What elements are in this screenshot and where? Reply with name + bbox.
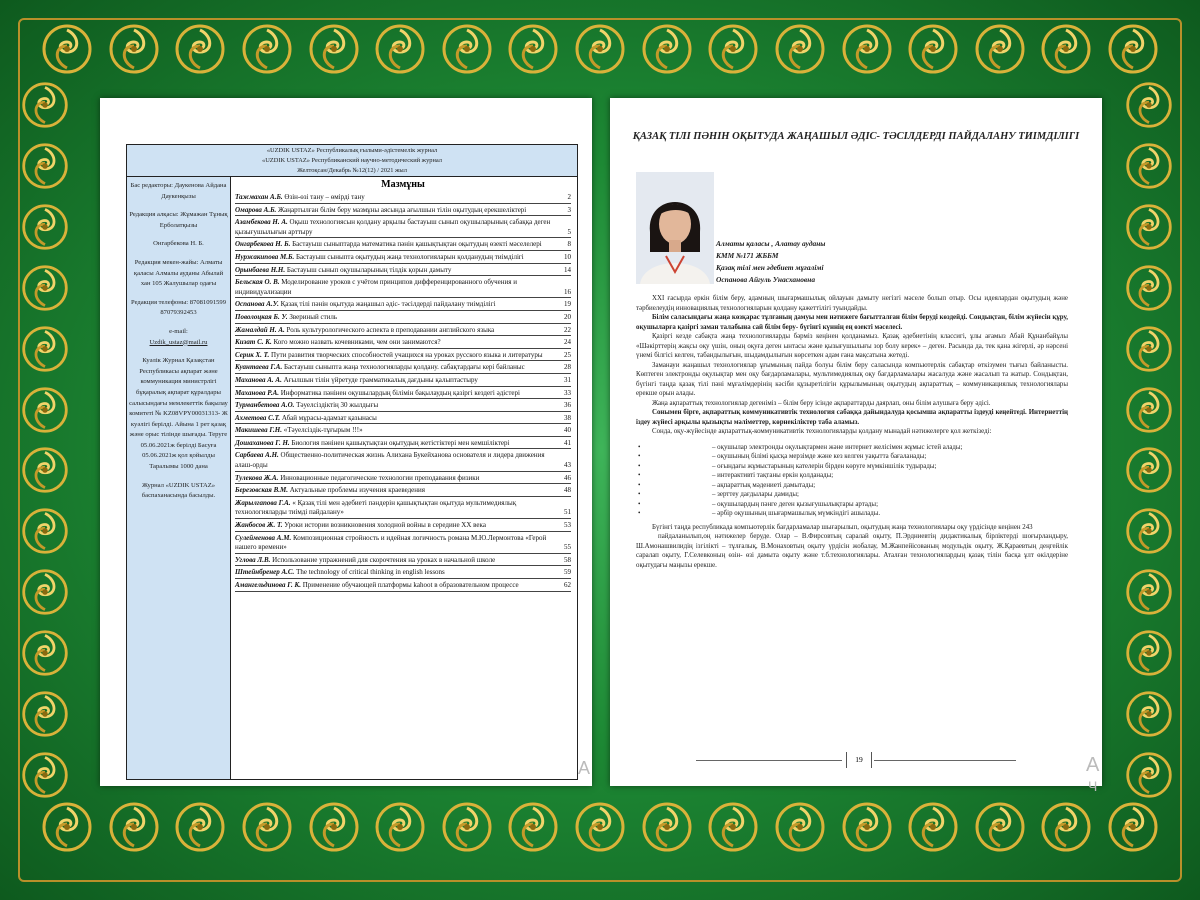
header-line: «UZDIK USTAZ» Республиканский научно-методический журнал: [262, 157, 442, 164]
toc-entry[interactable]: [235, 363, 571, 374]
toc-author: Амангельдинова Г. К.: [235, 581, 301, 589]
toc-article-title: Композиционная стройность и идейная логичность романа М.Ю.Лермонтова «Герой нашего времени»: [235, 533, 547, 552]
list-item: • – оғындағы жұмыстарының кателерін бірден көруге мүмкіншілік тудырады;: [636, 462, 1068, 472]
toc-entry[interactable]: [235, 451, 571, 471]
toc-entry[interactable]: [235, 376, 571, 387]
article-paragraph: Қазіргі кезде сабақта жаңа технологияларды бәрміз кеңінен қолданамыз. Қазақ әдебиетінің классигі, ұлы ағамыз Абай Құнанбайұлы «Шәкірттерің жақсы оқу үшін, оның оқуға деген ынтасы және қызығушылығы зор болу керек» – деген. Расында да, тек қана жігерлі, әр нәрсені үнемі білгісі келген, табандылығын, шыдамдылығын көрсеткен адам ғана мақсатына жетеді.: [636, 333, 1068, 359]
toc-page-number: 22: [564, 325, 571, 334]
toc-page-number: 40: [564, 426, 571, 435]
contents-table: [126, 144, 578, 780]
toc-entry[interactable]: [235, 568, 571, 579]
toc-article-title: « Қазақ тілі мен әдебиеті пәндерін қашықтықтан оқытуда мультимедиялық технологияларды тиімді пайдалану»: [235, 498, 517, 517]
toc-article-title: Тәуелсіздіктің 30 жылдығы: [296, 401, 379, 410]
license-block: Куәлік Журнал Қазақстан Республикасы ақпарат және коммуникация министрлігі бұқаралық ақпарат құралдары салысындағы мемлекеттік бақылау комитеті № KZ08VPY00031313- Ж куәлігі берілді. Айына 1 рет қазақ және орыс тілінде шығады. Теруге 05.06.2021ж берілді Басуға 05.06.2021ж қол қойылды Таралымы 1000 дана: [129, 357, 228, 471]
toc-article-title: Актуальные проблемы изучения краеведения: [289, 486, 425, 495]
toc-entry[interactable]: [235, 278, 571, 298]
toc-page-number: 24: [564, 338, 571, 347]
toc-entry[interactable]: [235, 351, 571, 362]
toc-article-title: Пути развития творческих способностей учащихся на уроках русского языка и литературы: [271, 350, 543, 359]
ornament-motif: [18, 445, 72, 495]
results-list: [636, 443, 1068, 519]
ornament-motif: [440, 800, 494, 854]
ornament-motif: [1122, 80, 1176, 130]
toc-author: Ахметова С.Т.: [235, 413, 281, 422]
toc-article-title: Қазақ тілі пәнін оқытуда жаңашыл әдіс- тәсілдерді пайдалану тиімділігі: [280, 300, 496, 309]
toc-author: Турманбетова А.О.: [235, 401, 295, 410]
toc-author: Тулекова Ж.А.: [235, 473, 279, 482]
ornament-motif: [573, 800, 627, 854]
toc-page-number: 62: [564, 581, 571, 589]
toc-title: Мазмұны: [381, 179, 425, 190]
ornament-motif: [1122, 202, 1176, 252]
toc-page-number: 5: [567, 227, 571, 236]
ornament-motif: [40, 22, 94, 76]
toc-author: Сарбаева А.Н.: [235, 451, 279, 460]
ornament-motif: [973, 22, 1027, 76]
toc-author: Макишева Г.Н.: [235, 426, 282, 435]
article-paragraph: Жаңа ақпараттық технологиялар дегеніміз – білім беру ісінде ақпараттарды даярлап, оны білім алушыға беру әдісі.: [652, 399, 991, 407]
toc-author: Жамалдай Н. А.: [235, 325, 285, 334]
toc-article-title: Биология пәнінен қашықтықтан оқытудың жетістіктері мен кемшіліктері: [291, 438, 510, 447]
toc-article-title: Моделирование уроков с учётом принципов дифференцированного обучения и индивидуализации: [235, 278, 517, 296]
ornament-motif: [18, 141, 72, 191]
ornament-motif: [107, 800, 161, 854]
ornament-motif: [18, 567, 72, 617]
ornament-motif: [440, 22, 494, 76]
ornament-motif: [840, 22, 894, 76]
toc-author: Жарылгапова Г.А.: [235, 498, 291, 507]
ornament-band-top: [40, 22, 1160, 80]
toc-author: Азамбекова Н. А.: [235, 218, 288, 227]
toc-page-number: 8: [567, 240, 571, 249]
toc-author: Бельская О. В.: [235, 278, 280, 287]
toc-entry[interactable]: [235, 401, 571, 412]
toc-entry[interactable]: [235, 499, 571, 519]
ornament-motif: [1122, 506, 1176, 556]
toc-entry[interactable]: [235, 426, 571, 437]
toc-article-title: The technology of critical thinking in english lessons: [296, 568, 445, 577]
toc-page-number: 33: [564, 388, 571, 397]
toc-article-title: Использование упражнений для скорочтения на уроках в начальной школе: [272, 555, 496, 564]
ornament-motif: [773, 22, 827, 76]
ornament-motif: [640, 22, 694, 76]
journal-header: [127, 145, 577, 177]
toc-page-number: 3: [567, 205, 571, 214]
toc-author: Куантаева Г.А.: [235, 363, 283, 372]
list-item: • – оқушылардың пәнге деген қызығушылықтары артады;: [636, 500, 1068, 510]
toc-entry[interactable]: [235, 338, 571, 349]
ornament-motif: [1122, 445, 1176, 495]
toc-article-title: Роль культурологического аспекта в преподавании английского языка: [286, 325, 495, 334]
toc-article-title: Информатика пәнінен оқушылардың білімін бақылаудың қазіргі кездегі әдістері: [280, 388, 520, 397]
ornament-motif: [18, 385, 72, 435]
ornament-motif: [1122, 689, 1176, 739]
header-line: Желтоқсан/Декабрь №12(12) / 2021 жыл: [297, 167, 407, 174]
ornament-motif: [18, 628, 72, 678]
closing-paragraph: Бүгінгі таңда республикада компьютерлік бағдарламалар шығарылып, оқытудың жаңа технологиялары оқу үрдісінде кеңінен 243: [652, 523, 1033, 531]
toc-page-number: 53: [564, 521, 571, 530]
ornament-motif: [1122, 567, 1176, 617]
toc-author: Омарова А.Б.: [235, 205, 277, 214]
author-info: [716, 238, 1016, 286]
toc-entry[interactable]: [235, 474, 571, 485]
ornament-motif: [706, 22, 760, 76]
address-block: Редакция мекен-жайы: Алматы қаласы Алмалы ауданы Абылай хан 105 Жалушылар одағы: [133, 258, 224, 288]
ornament-motif: [307, 22, 361, 76]
page-footer: [696, 752, 1016, 768]
toc-article-title: Уроки истории возникновения холодной войны в середине XX века: [284, 521, 486, 530]
toc-entry[interactable]: [235, 266, 571, 277]
toc-page-number: 20: [564, 312, 571, 321]
ornament-motif: [1122, 324, 1176, 374]
toc-page-number: 10: [564, 252, 571, 261]
toc-entry[interactable]: [235, 218, 571, 238]
ornament-motif: [1122, 750, 1176, 800]
toc-page-number: 48: [564, 486, 571, 495]
ornament-motif: [173, 22, 227, 76]
toc-page-number: 28: [564, 363, 571, 372]
toc-entry[interactable]: [235, 534, 571, 554]
list-item: • – оқушының білімі қысқа мерзімде және кез келген уақытта бағаланады;: [636, 452, 1068, 462]
toc-page-number: 19: [564, 300, 571, 309]
ornament-motif: [240, 22, 294, 76]
toc-page-number: 31: [564, 375, 571, 384]
ornament-motif: [973, 800, 1027, 854]
toc-author: Кизат С. К.: [235, 338, 272, 347]
toc-entry[interactable]: [235, 326, 571, 337]
article-title: ҚАЗАҚ ТІЛІ ПӘНІН ОҚЫТУДА ЖАҢАШЫЛ ӘДІС- ТӘСІЛДЕРДІ ПАЙДАЛАНУ ТИІМДІЛІГІ: [632, 131, 1080, 142]
list-item: • – зерттеу дағдылары дамиды;: [636, 490, 1068, 500]
ornament-motif: [1039, 800, 1093, 854]
ornament-motif: [1122, 141, 1176, 191]
ornament-motif: [18, 324, 72, 374]
ornament-motif: [773, 800, 827, 854]
toc-article-title: Инновационные педагогические технологии преподавания физики: [280, 473, 480, 482]
editorial-sidebar: [127, 177, 231, 779]
printing-block: Журнал «UZDIK USTAZ» баспаханасында басылды.: [141, 481, 216, 500]
author-line: Алматы қаласы , Алатау ауданы: [716, 239, 826, 248]
ornament-motif: [1122, 263, 1176, 313]
toc-article-title: Бастауыш сынып оқушыларының тілдік қорын дамыту: [286, 265, 452, 274]
toc-entry[interactable]: [235, 206, 571, 217]
list-item: • – интерактивті тақтаны еркін қолданады;: [636, 471, 1068, 481]
list-item: • – ақпараттық мәдениеті дамытады;: [636, 481, 1068, 491]
toc-article-title: Общественно-политическая жизнь Алихана Букейханова основателя и лидера движения алаш-орды: [235, 451, 545, 470]
watermark: А: [1086, 754, 1100, 776]
toc-author: Жанбосов Ж. Т.: [235, 521, 283, 530]
toc-page-number: 43: [564, 461, 571, 470]
toc-entry[interactable]: [235, 313, 571, 324]
toc-page-number: 38: [564, 413, 571, 422]
author-line: Қазақ тілі мен әдебиет мұғалімі: [716, 263, 824, 272]
toc-page-number: 58: [564, 555, 571, 564]
author-line: Оспанова Айгуль Унасхановна: [716, 275, 816, 284]
toc-article-title: Ағылшын тілін үйретуде грамматикалық дағдыны қалыптастыру: [283, 375, 478, 384]
ornament-motif: [1122, 628, 1176, 678]
ornament-motif: [1039, 22, 1093, 76]
ornament-motif: [573, 22, 627, 76]
toc-author: Онгарбекова Н. Б.: [235, 240, 291, 249]
ornament-motif: [506, 22, 560, 76]
ornament-motif: [18, 506, 72, 556]
toc-entry[interactable]: [235, 581, 571, 592]
toc-author: Серик Х. Т.: [235, 350, 270, 359]
ornament-band-right: [1122, 80, 1182, 800]
toc-entry[interactable]: [235, 556, 571, 567]
toc-author: Дошаханова Г. Н.: [235, 438, 290, 447]
ornament-band-left: [18, 80, 78, 800]
article-paragraph: XXI ғасырда еркін білім беру, адамның шығармашылық ойлауын дамыту негізгі мәселе болып отыр. Осы идеялардан оқытудың және тәрбиелеудің инновациялық технологияларын қолдану қажеттілігі туындайды.: [636, 295, 1068, 312]
ornament-motif: [906, 22, 960, 76]
author-line: КММ №171 ЖББМ: [716, 251, 779, 260]
ornament-motif: [18, 202, 72, 252]
ornament-motif: [18, 750, 72, 800]
ornament-motif: [18, 80, 72, 130]
toc-author: Углова Л.В.: [235, 555, 271, 564]
toc-page-number: 16: [564, 287, 571, 296]
ornament-band-bottom: [40, 800, 1160, 860]
toc-author: Березовская В.М.: [235, 486, 288, 495]
toc-article-title: Оқыш технологиясын қолдану арқылы бастауыш сынып оқушыларының сабаққа деген қызығушылығын арттыру: [235, 218, 551, 236]
header-line: «UZDIK USTAZ» Республикалық ғылыми-әдістемелік журнал: [266, 147, 438, 154]
toc-page-number: 2: [567, 193, 571, 201]
toc-entry[interactable]: [235, 193, 571, 204]
toc-entry[interactable]: [235, 414, 571, 425]
ornament-motif: [706, 800, 760, 854]
ornament-motif: [1106, 800, 1160, 854]
ornament-motif: [107, 22, 161, 76]
toc-author: Маханова А. А.: [235, 375, 282, 384]
toc-article-title: Кого можно назвать кочевниками, чем они занимаются?: [273, 338, 441, 347]
toc-article-title: Жаңартылған білім беру мазмұны аясында ағылшын тілін оқытудың ерекшеліктері: [278, 205, 527, 214]
email-label: e-mail:: [169, 327, 188, 335]
ornament-motif: [307, 800, 361, 854]
phone-block: Редакция телефоны: 87081091599 87079392453: [130, 298, 227, 317]
article-paragraph: Сонымен бірге, ақпараттық коммуникативтік технология сабаққа дайындалуда қосымша ақпаратты іздеуді кеңейтеді. Интернеттің іздеу жүйесі арқылы қызықты мәліметтер, көрнекіліктер таба аламыз.: [636, 409, 1068, 426]
toc-article-title: Звериный стиль: [289, 312, 338, 321]
toc-article-title: Применение обучающей платформы kahoot в образовательном процессе: [302, 581, 519, 589]
ornament-motif: [506, 800, 560, 854]
ornament-motif: [906, 800, 960, 854]
toc-author: Нуржакипова М.Б.: [235, 252, 295, 261]
toc-page-number: 36: [564, 401, 571, 410]
table-of-contents: [231, 177, 577, 779]
toc-author: Орынбаева Н.Н.: [235, 265, 286, 274]
article-paragraph: Білім саласындағы жаңа көзқарас тұлғаның дамуы мен нәтижеге бағытталған білім беруді көздейді. Сондықтан, білім жүйесін құру, оқушыларға қазіргі заман талабына сай білім беру- бүгінгі күннің ең өзекті мәселесі.: [636, 314, 1068, 331]
list-item: • – әрбір оқушының шығармашылық мүмкіндігі ашылады.: [636, 509, 1068, 519]
journal-contents-page: [100, 98, 592, 786]
toc-entry[interactable]: [235, 253, 571, 264]
ornament-motif: [40, 800, 94, 854]
toc-article-title: Бастауыш сыныпта жаңа технологияларды қолдану. сабақтардағы кері байланыс: [283, 363, 525, 372]
ornament-motif: [1122, 385, 1176, 435]
author-photo: [636, 172, 714, 284]
toc-page-number: 14: [564, 265, 571, 274]
article-paragraph: Сонда, оқу-жүйесінде ақпараттық-коммуникативтік технологияларды қолдану мынадай нәтижелерге қол жеткізеді:: [652, 428, 992, 435]
ornament-motif: [173, 800, 227, 854]
toc-author: Штейнбренер А.С.: [235, 568, 295, 577]
toc-author: Маханова Р.А.: [235, 388, 279, 397]
closing-paragraph: пайдаланылып,оң нәтижелер беруде. Олар – В.Фирсовтың саралай оқыту, П.Эрдниевтің дидактикалық бірліктерді шоғырландыру, Ш.Амонашвилидің ізгілікті – тұлғалық, В.Монаховтың оқыту үрдісін жобалау, М.Жанпейісованың модульдік оқыту, Ж.Қараевтың деңгейлік саралап оқыту, Г.Селевконың өзін- өзі дамыта оқыту және т.б.технологиялары. Аталған технологиялардың қазақ тілін басқа ұлт өкілдеріне оқытудағы маңызы ерекше.: [636, 533, 1068, 569]
toc-article-title: Өзін-өзі тану – өмірді тану: [284, 193, 365, 201]
toc-page-number: 59: [564, 568, 571, 577]
ornament-motif: [18, 689, 72, 739]
board-member: Онгарбекова Н. Б.: [153, 240, 204, 248]
article-body: [636, 294, 1068, 570]
toc-article-title: «Тәуелсіздік-тұғырым !!!»: [283, 426, 363, 435]
toc-page-number: 46: [564, 473, 571, 482]
article-paragraph: Заманауи жаңашыл технологиялар ұғымының пайда болуы білім беру саласында компьютерлік сабақтар өткізумен тығыз байланысты. Көптеген электронды оқулықтар мен оқу бағдарламалары, мультимедиялық оқу бағдарламалары жасалуда және жасалып та жатыр. Сондықтан, бүгінгі таңда қазақ тілі пәні мұғалімдерінің кәсіби құзыретілігін құрылымының оқытудың ақпараттық – коммуникациялық технологиялары ерекше орын алады.: [636, 361, 1068, 397]
watermark: Ч: [1088, 778, 1098, 794]
toc-entry[interactable]: [235, 521, 571, 532]
toc-entry[interactable]: [235, 240, 571, 251]
toc-article-title: Бастауыш сыныптарда математика пәнін қашықтықтан оқытудың өзекті мәселелері: [292, 240, 542, 249]
toc-page-number: 41: [564, 438, 571, 447]
toc-entry[interactable]: [235, 486, 571, 497]
toc-article-title: Абай мұрасы-адамзат қазынасы: [281, 413, 377, 422]
page-number: 19: [846, 752, 872, 768]
toc-author: Оспанова А.У.: [235, 300, 279, 309]
toc-entry[interactable]: [235, 439, 571, 450]
list-item: • – оқушылар электронды оқулықтармен және интернет желісімен жұмыс істей алады;: [636, 443, 1068, 453]
ornament-motif: [1106, 22, 1160, 76]
toc-entry[interactable]: [235, 389, 571, 400]
ornament-motif: [840, 800, 894, 854]
toc-page-number: 55: [564, 543, 571, 552]
toc-article-title: Бастауыш сыныпта оқытудың жаңа технологияларын қолданудың тиімділігі: [295, 252, 524, 261]
ornament-motif: [373, 22, 427, 76]
ornament-motif: [373, 800, 427, 854]
toc-author: Тажмахан А.Б.: [235, 193, 283, 201]
watermark: А: [578, 758, 591, 778]
ornament-motif: [18, 263, 72, 313]
toc-page-number: 25: [564, 350, 571, 359]
ornament-motif: [640, 800, 694, 854]
toc-entry[interactable]: [235, 300, 571, 311]
email-link[interactable]: Uzdik_ustaz@mail.ru: [149, 338, 208, 346]
article-page: [610, 98, 1102, 794]
editor-block: Бас редакторы: Даукенова Айдана Даукенқызы: [130, 182, 227, 200]
toc-page-number: 51: [564, 508, 571, 517]
toc-author: Сулейменова А.М.: [235, 533, 292, 542]
board-block: Редакция алқасы: Жұмажан Тұнық Ерболатқызы: [129, 211, 228, 229]
ornament-motif: [240, 800, 294, 854]
toc-author: Поволоцкая Б. У.: [235, 312, 288, 321]
